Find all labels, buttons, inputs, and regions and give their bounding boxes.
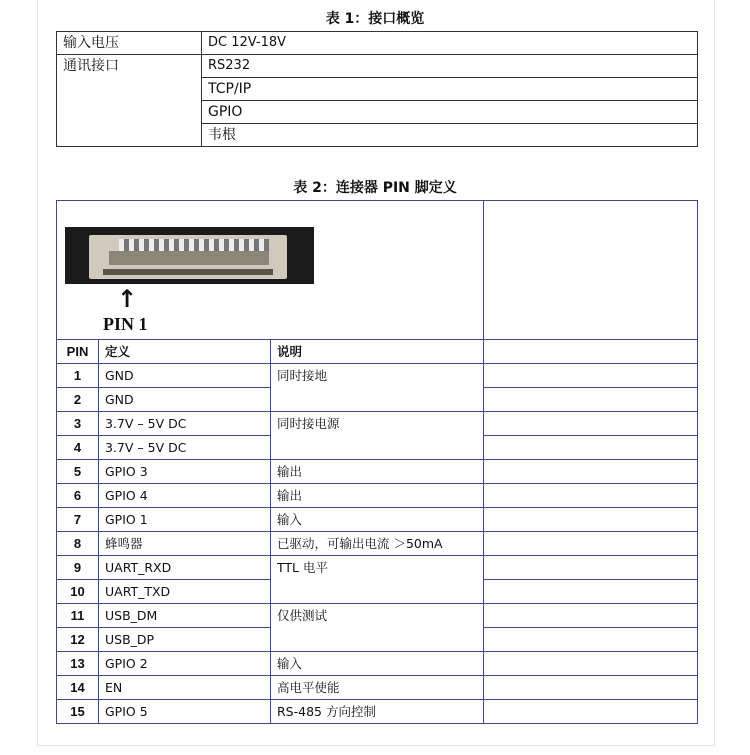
pin-number: 1: [57, 364, 99, 388]
table2-caption: 表 2：连接器 PIN 脚定义: [293, 180, 457, 196]
row-value: GPIO: [202, 101, 698, 124]
pin-def: GND: [99, 364, 271, 388]
pin-number: 3: [57, 412, 99, 436]
pin-desc: 输出: [271, 484, 484, 508]
table-row: [57, 412, 698, 436]
table-row: [57, 700, 698, 724]
pin-desc: 输入: [271, 652, 484, 676]
pin-def: GPIO 3: [99, 460, 271, 484]
image-row: [57, 201, 698, 340]
pin-number: 9: [57, 556, 99, 580]
empty-cell: [484, 388, 698, 412]
table-row: [57, 55, 698, 78]
table-row: [57, 364, 698, 388]
pin-desc: TTL 电平: [271, 556, 484, 604]
table-row: [57, 556, 698, 580]
empty-cell: [484, 436, 698, 460]
row-label: 通讯接口: [57, 55, 202, 147]
pin-desc: RS-485 方向控制: [271, 700, 484, 724]
empty-cell: [484, 556, 698, 580]
interface-overview-table: [56, 31, 698, 147]
row-value: 韦根: [202, 124, 698, 147]
pin-def: GND: [99, 388, 271, 412]
empty-cell: [484, 676, 698, 700]
table-row: [57, 604, 698, 628]
header-row: [57, 340, 698, 364]
header-pin: PIN: [57, 340, 99, 364]
table1-caption: 表 1：接口概览: [325, 11, 425, 27]
pin-def: EN: [99, 676, 271, 700]
pin-number: 5: [57, 460, 99, 484]
empty-cell: [484, 340, 698, 364]
row-value: TCP/IP: [202, 78, 698, 101]
connector-pins: [119, 239, 269, 251]
pin-def: GPIO 4: [99, 484, 271, 508]
pin-def: USB_DM: [99, 604, 271, 628]
pin-desc: 仅供测试: [271, 604, 484, 652]
pin1-label: PIN 1: [103, 314, 148, 334]
table-row: [57, 652, 698, 676]
connector-photo: [65, 227, 314, 284]
pin-number: 7: [57, 508, 99, 532]
header-desc: 说明: [271, 340, 484, 364]
pin-def: UART_TXD: [99, 580, 271, 604]
pin-def: 3.7V – 5V DC: [99, 436, 271, 460]
pin-desc: 已驱动，可输出电流 ＞50mA: [271, 532, 484, 556]
pin-number: 2: [57, 388, 99, 412]
empty-cell: [484, 412, 698, 436]
pin-def: 3.7V – 5V DC: [99, 412, 271, 436]
pin-number: 15: [57, 700, 99, 724]
connector-image-cell: [57, 201, 484, 340]
empty-cell: [484, 364, 698, 388]
pin-number: 13: [57, 652, 99, 676]
empty-cell: [484, 700, 698, 724]
table-row: [57, 508, 698, 532]
pin-number: 14: [57, 676, 99, 700]
pin-desc: 输入: [271, 508, 484, 532]
pin-desc: 同时接电源: [271, 412, 484, 460]
pin-definition-table: [56, 200, 698, 724]
row-value: DC 12V-18V: [202, 32, 698, 55]
empty-cell: [484, 532, 698, 556]
pin-number: 11: [57, 604, 99, 628]
empty-cell: [484, 604, 698, 628]
pin-def: 蜂鸣器: [99, 532, 271, 556]
pin-number: 6: [57, 484, 99, 508]
table-row: [57, 532, 698, 556]
pin-desc: 高电平使能: [271, 676, 484, 700]
pin-number: 4: [57, 436, 99, 460]
empty-cell: [484, 508, 698, 532]
table-row: [57, 484, 698, 508]
connector-housing: [89, 235, 287, 279]
empty-cell: [484, 652, 698, 676]
pin-number: 8: [57, 532, 99, 556]
row-label: 输入电压: [57, 32, 202, 55]
empty-cell: [484, 484, 698, 508]
pin-def: GPIO 5: [99, 700, 271, 724]
pin-number: 12: [57, 628, 99, 652]
header-def: 定义: [99, 340, 271, 364]
pin-def: GPIO 1: [99, 508, 271, 532]
empty-cell: [484, 628, 698, 652]
pin-desc: 同时接地: [271, 364, 484, 412]
empty-cell: [484, 460, 698, 484]
pin-def: GPIO 2: [99, 652, 271, 676]
row-value: RS232: [202, 55, 698, 78]
connector-slot: [109, 251, 269, 265]
arrow-up-icon: ↑: [117, 285, 138, 313]
table-row: [57, 32, 698, 55]
empty-cell: [484, 201, 698, 340]
connector-base: [103, 269, 273, 275]
pin-def: UART_RXD: [99, 556, 271, 580]
empty-cell: [484, 580, 698, 604]
pin-def: USB_DP: [99, 628, 271, 652]
table-row: [57, 676, 698, 700]
table-row: [57, 460, 698, 484]
pin-desc: 输出: [271, 460, 484, 484]
pin-number: 10: [57, 580, 99, 604]
